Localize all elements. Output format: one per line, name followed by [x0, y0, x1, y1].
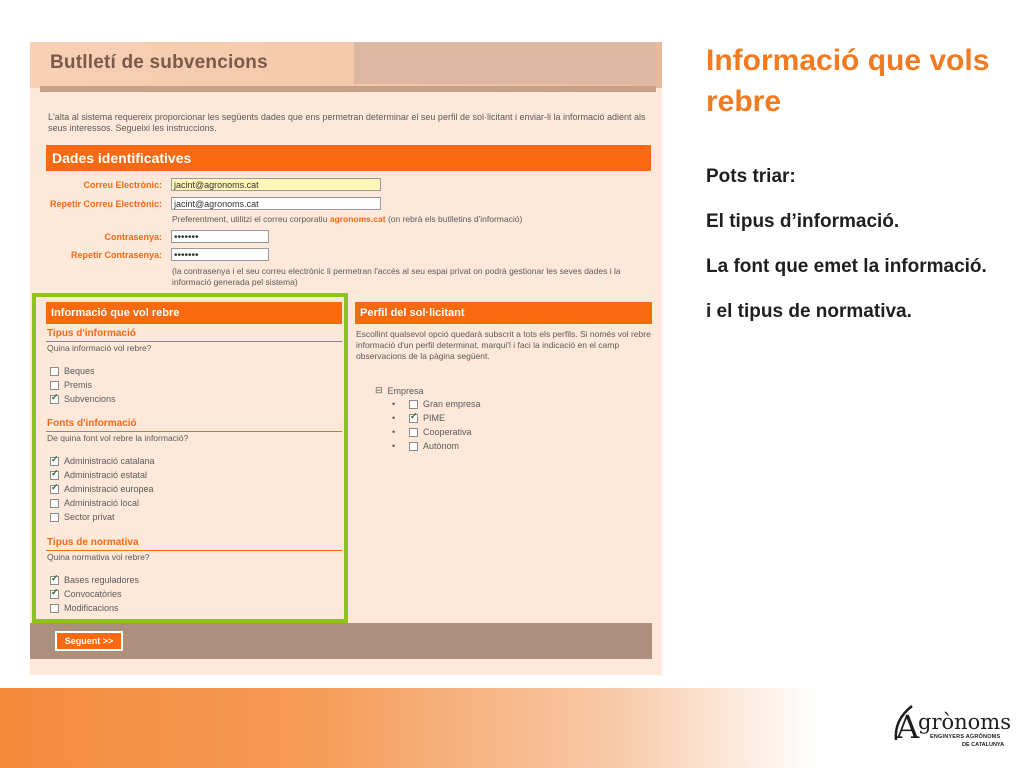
info-type-option-label: Premis [64, 380, 93, 390]
info-source-option[interactable] [50, 470, 147, 480]
info-section-title: Informació que vol rebre [46, 302, 342, 324]
checkbox[interactable] [50, 590, 59, 599]
regulation-type-question: Quina normativa vol rebre? [47, 552, 150, 562]
company-option[interactable] [409, 413, 445, 423]
agronoms-logo [890, 700, 1015, 756]
company-option-label: Gran empresa [423, 399, 481, 409]
email-note-suffix: (on rebrà els butlletins d'informació) [387, 214, 523, 224]
info-type-option-label: Beques [64, 366, 95, 376]
info-source-option[interactable] [50, 498, 139, 508]
regulation-type-option-label: Modificacions [64, 603, 119, 613]
password-repeat-label: Repetir Contrasenya: [70, 250, 162, 260]
checkbox[interactable] [50, 395, 59, 404]
company-tree-root[interactable] [375, 385, 424, 396]
info-type-question: Quina informació vol rebre? [47, 343, 152, 353]
info-type-option[interactable] [50, 380, 92, 390]
checkbox[interactable] [50, 576, 59, 585]
info-source-option-label: Sector privat [64, 512, 115, 522]
info-type-option-label: Subvencions [64, 394, 116, 404]
next-button[interactable]: Seguent >> [55, 631, 123, 651]
company-option[interactable] [409, 427, 472, 437]
info-sources-divider [46, 431, 342, 432]
logo-letter: A [896, 708, 920, 746]
checkbox[interactable] [409, 414, 418, 423]
checkbox[interactable] [409, 442, 418, 451]
form-intro: L'alta al sistema requereix proporcionar les següents dades que ens permetran determinar el seu perfil de sol·licitant i enviar-li la informació adient als seus interessos. Segueixi les instruccions. [48, 112, 646, 133]
ident-section-title: Dades identificatives [46, 145, 651, 171]
regulation-type-divider [46, 550, 342, 551]
email-note [172, 214, 522, 225]
email-repeat-label: Repetir Correu Electrònic: [49, 199, 162, 209]
company-option[interactable] [409, 399, 481, 409]
logo-line2: DE CATALUNYA [962, 742, 1005, 748]
collapse-icon[interactable]: ⊟ [375, 385, 383, 395]
checkbox[interactable] [409, 428, 418, 437]
checkbox[interactable] [50, 604, 59, 613]
bullet-icon: • [392, 427, 396, 437]
info-source-option-label: Administració catalana [64, 456, 155, 466]
info-type-option[interactable] [50, 366, 95, 376]
checkbox[interactable] [50, 381, 59, 390]
info-source-option-label: Administració local [64, 498, 140, 508]
slide-line: Pots triar: [706, 166, 796, 187]
email-field[interactable]: jacint@agronoms.cat [171, 178, 381, 191]
slide-body [706, 163, 1006, 343]
email-note-domain: agronoms.cat [329, 214, 386, 224]
bullet-icon: • [392, 441, 396, 451]
form-header-strip [40, 86, 656, 92]
email-label: Correu Electrònic: [83, 180, 162, 190]
password-repeat-field[interactable]: ••••••• [171, 248, 269, 261]
company-option-label: Cooperativa [423, 427, 472, 437]
company-option-label: Autònom [423, 441, 460, 451]
checkbox[interactable] [50, 367, 59, 376]
info-source-option[interactable] [50, 512, 115, 522]
checkbox[interactable] [50, 499, 59, 508]
info-type-option[interactable] [50, 394, 116, 404]
company-option-label: PIME [423, 413, 446, 423]
bullet-icon: • [392, 413, 396, 423]
slide-line: El tipus d’informació. [706, 211, 900, 232]
checkbox[interactable] [50, 513, 59, 522]
info-type-divider [46, 341, 342, 342]
bullet-icon: • [392, 399, 396, 409]
regulation-type-option[interactable] [50, 575, 139, 585]
slide-title: Informació que vols rebre [706, 44, 990, 118]
email-note-prefix: Preferentment, utilitzi el correu corporatiu [172, 214, 328, 224]
info-source-option[interactable] [50, 484, 154, 494]
password-field[interactable]: ••••••• [171, 230, 269, 243]
password-note: (la contrasenya i el seu correu electrònic li permetran l'accés al seu espai privat on podrà gestionar les seves dades i la informació generada pel sistema) [172, 266, 621, 287]
logo-line1: ENGINYERS AGRÒNOMS [930, 734, 1001, 740]
checkbox[interactable] [50, 457, 59, 466]
info-type-heading: Tipus d'informació [47, 328, 136, 339]
bottom-gradient-band [0, 688, 1024, 768]
password-label: Contrasenya: [104, 232, 162, 242]
regulation-type-option-label: Bases reguladores [64, 575, 140, 585]
info-sources-question: De quina font vol rebre la informació? [47, 433, 189, 443]
regulation-type-option[interactable] [50, 603, 119, 613]
regulation-type-heading: Tipus de normativa [47, 537, 139, 548]
regulation-type-option-label: Convocatòries [64, 589, 122, 599]
info-source-option-label: Administració europea [64, 484, 154, 494]
checkbox[interactable] [50, 485, 59, 494]
slide-line: i el tipus de normativa. [706, 301, 912, 322]
info-sources-heading: Fonts d'informació [47, 418, 137, 429]
info-source-option-label: Administració estatal [64, 470, 148, 480]
form-header-title: Butlletí de subvencions [50, 52, 268, 73]
company-option[interactable] [409, 441, 459, 451]
checkbox[interactable] [50, 471, 59, 480]
profile-text: Escollint qualsevol opció quedarà subscrit a tots els perfils. Si només vol rebre informació d'un perfil determinat, marqui'l i faci la indicació en el camp observacions de la pàgina següent. [356, 329, 651, 361]
email-repeat-field[interactable]: jacint@agronoms.cat [171, 197, 381, 210]
regulation-type-option[interactable] [50, 589, 122, 599]
info-source-option[interactable] [50, 456, 155, 466]
company-tree-root-label: Empresa [387, 385, 424, 396]
checkbox[interactable] [409, 400, 418, 409]
profile-section-title: Perfil del sol·licitant [355, 302, 652, 324]
form-footer [30, 623, 652, 659]
slide-line: La font que emet la informació. [706, 256, 987, 277]
logo-word: grònoms [918, 710, 1011, 734]
